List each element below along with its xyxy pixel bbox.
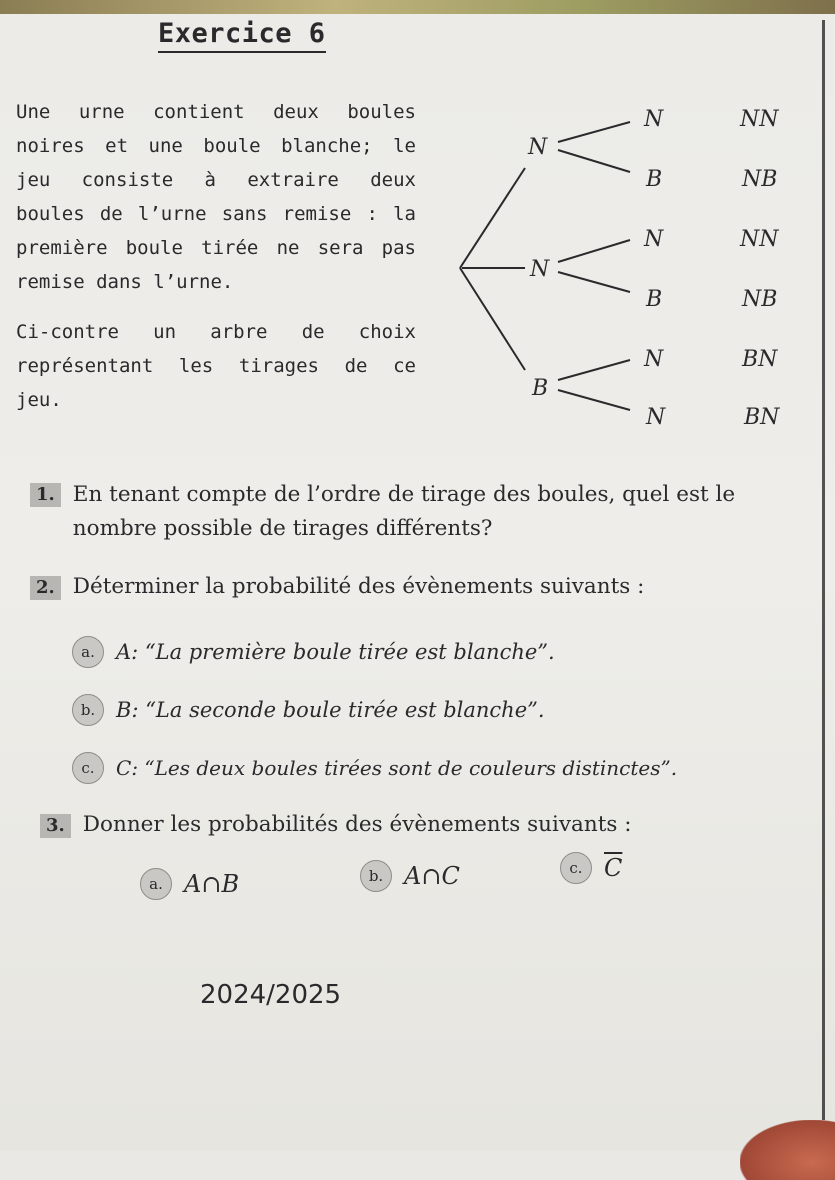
exercise-intro: [16, 95, 416, 417]
question-3a: [140, 868, 239, 900]
school-year: 2024/2025: [200, 980, 342, 1010]
question-1-text: En tenant compte de l’ordre de tirage des boules, quel est le nombre possible de tirages différents?: [72, 482, 736, 541]
tree-node-second-1: N: [644, 107, 664, 132]
question-2-text: Déterminer la probabilité des évènements suivants :: [72, 574, 645, 599]
item-badge-3b: b.: [360, 860, 392, 892]
question-2b: [72, 694, 545, 726]
tree-node-second-3: N: [644, 227, 664, 252]
question-3b: [360, 860, 460, 892]
question-2-number: 2.: [30, 576, 61, 600]
tree-node-second-4: B: [646, 287, 663, 312]
question-2: [30, 570, 810, 604]
item-badge-3a: a.: [140, 868, 172, 900]
branch-b-n1: [558, 360, 630, 380]
exercise-title: Exercice 6: [158, 18, 326, 53]
expression-c-complement: $\overline{C}$: [604, 854, 623, 882]
tree-node-second-2: B: [646, 167, 663, 192]
question-3-text: Donner les probabilités des évènements suivants :: [82, 812, 632, 837]
event-label-a: A: [116, 640, 132, 664]
item-badge-2b: b.: [72, 694, 104, 726]
event-label-c: C: [116, 756, 132, 780]
branch-root-b: [460, 268, 525, 370]
item-badge-2c: c.: [72, 752, 104, 784]
event-description-c: : “Les deux boules tirées sont de couleurs distinctes”.: [131, 756, 678, 780]
question-3: [40, 808, 810, 842]
branch-b-n2: [558, 390, 630, 410]
tree-node-first-1: N: [528, 135, 548, 160]
tree-outcome-2: NB: [742, 167, 778, 192]
intro-paragraph-1: Une urne contient deux boules noires et une boule blanche; le jeu consiste à extraire deux boules de l’urne sans remise : la première boule tirée ne sera pas remise dans l’urne.: [16, 101, 416, 293]
question-2c: [72, 752, 677, 784]
branch-n1-n: [558, 122, 630, 142]
branch-n1-b: [558, 150, 630, 172]
intro-paragraph-2: Ci-contre un arbre de choix représentant les tirages de ce jeu.: [16, 321, 416, 411]
question-3c: [560, 852, 622, 884]
event-label-b: B: [116, 698, 132, 722]
event-description-a: : “La première boule tirée est blanche”.: [131, 640, 555, 664]
probability-tree: [440, 90, 820, 440]
question-3-number: 3.: [40, 814, 71, 838]
tree-outcome-4: NB: [742, 287, 778, 312]
expression-a-cap-b: A∩B: [184, 870, 240, 898]
event-description-b: : “La seconde boule tirée est blanche”.: [131, 698, 545, 722]
question-1: [30, 478, 810, 546]
tree-outcome-1: NN: [740, 107, 779, 132]
item-badge-3c: c.: [560, 852, 592, 884]
branch-n2-n: [558, 240, 630, 262]
finger-blur: [740, 1120, 835, 1180]
paper-edge: [822, 20, 825, 1120]
tree-node-second-6: N: [646, 405, 666, 430]
background-strip: [0, 0, 835, 14]
expression-a-cap-c: A∩C: [404, 862, 460, 890]
branch-n2-b: [558, 272, 630, 292]
tree-node-second-5: N: [644, 347, 664, 372]
tree-node-first-3: B: [532, 376, 549, 401]
question-1-number: 1.: [30, 483, 61, 507]
branch-root-n1: [460, 168, 525, 268]
item-badge-2a: a.: [72, 636, 104, 668]
tree-outcome-3: NN: [740, 227, 779, 252]
tree-outcome-5: BN: [742, 347, 778, 372]
tree-outcome-6: BN: [744, 405, 780, 430]
tree-node-first-2: N: [530, 257, 550, 282]
question-2a: [72, 636, 555, 668]
